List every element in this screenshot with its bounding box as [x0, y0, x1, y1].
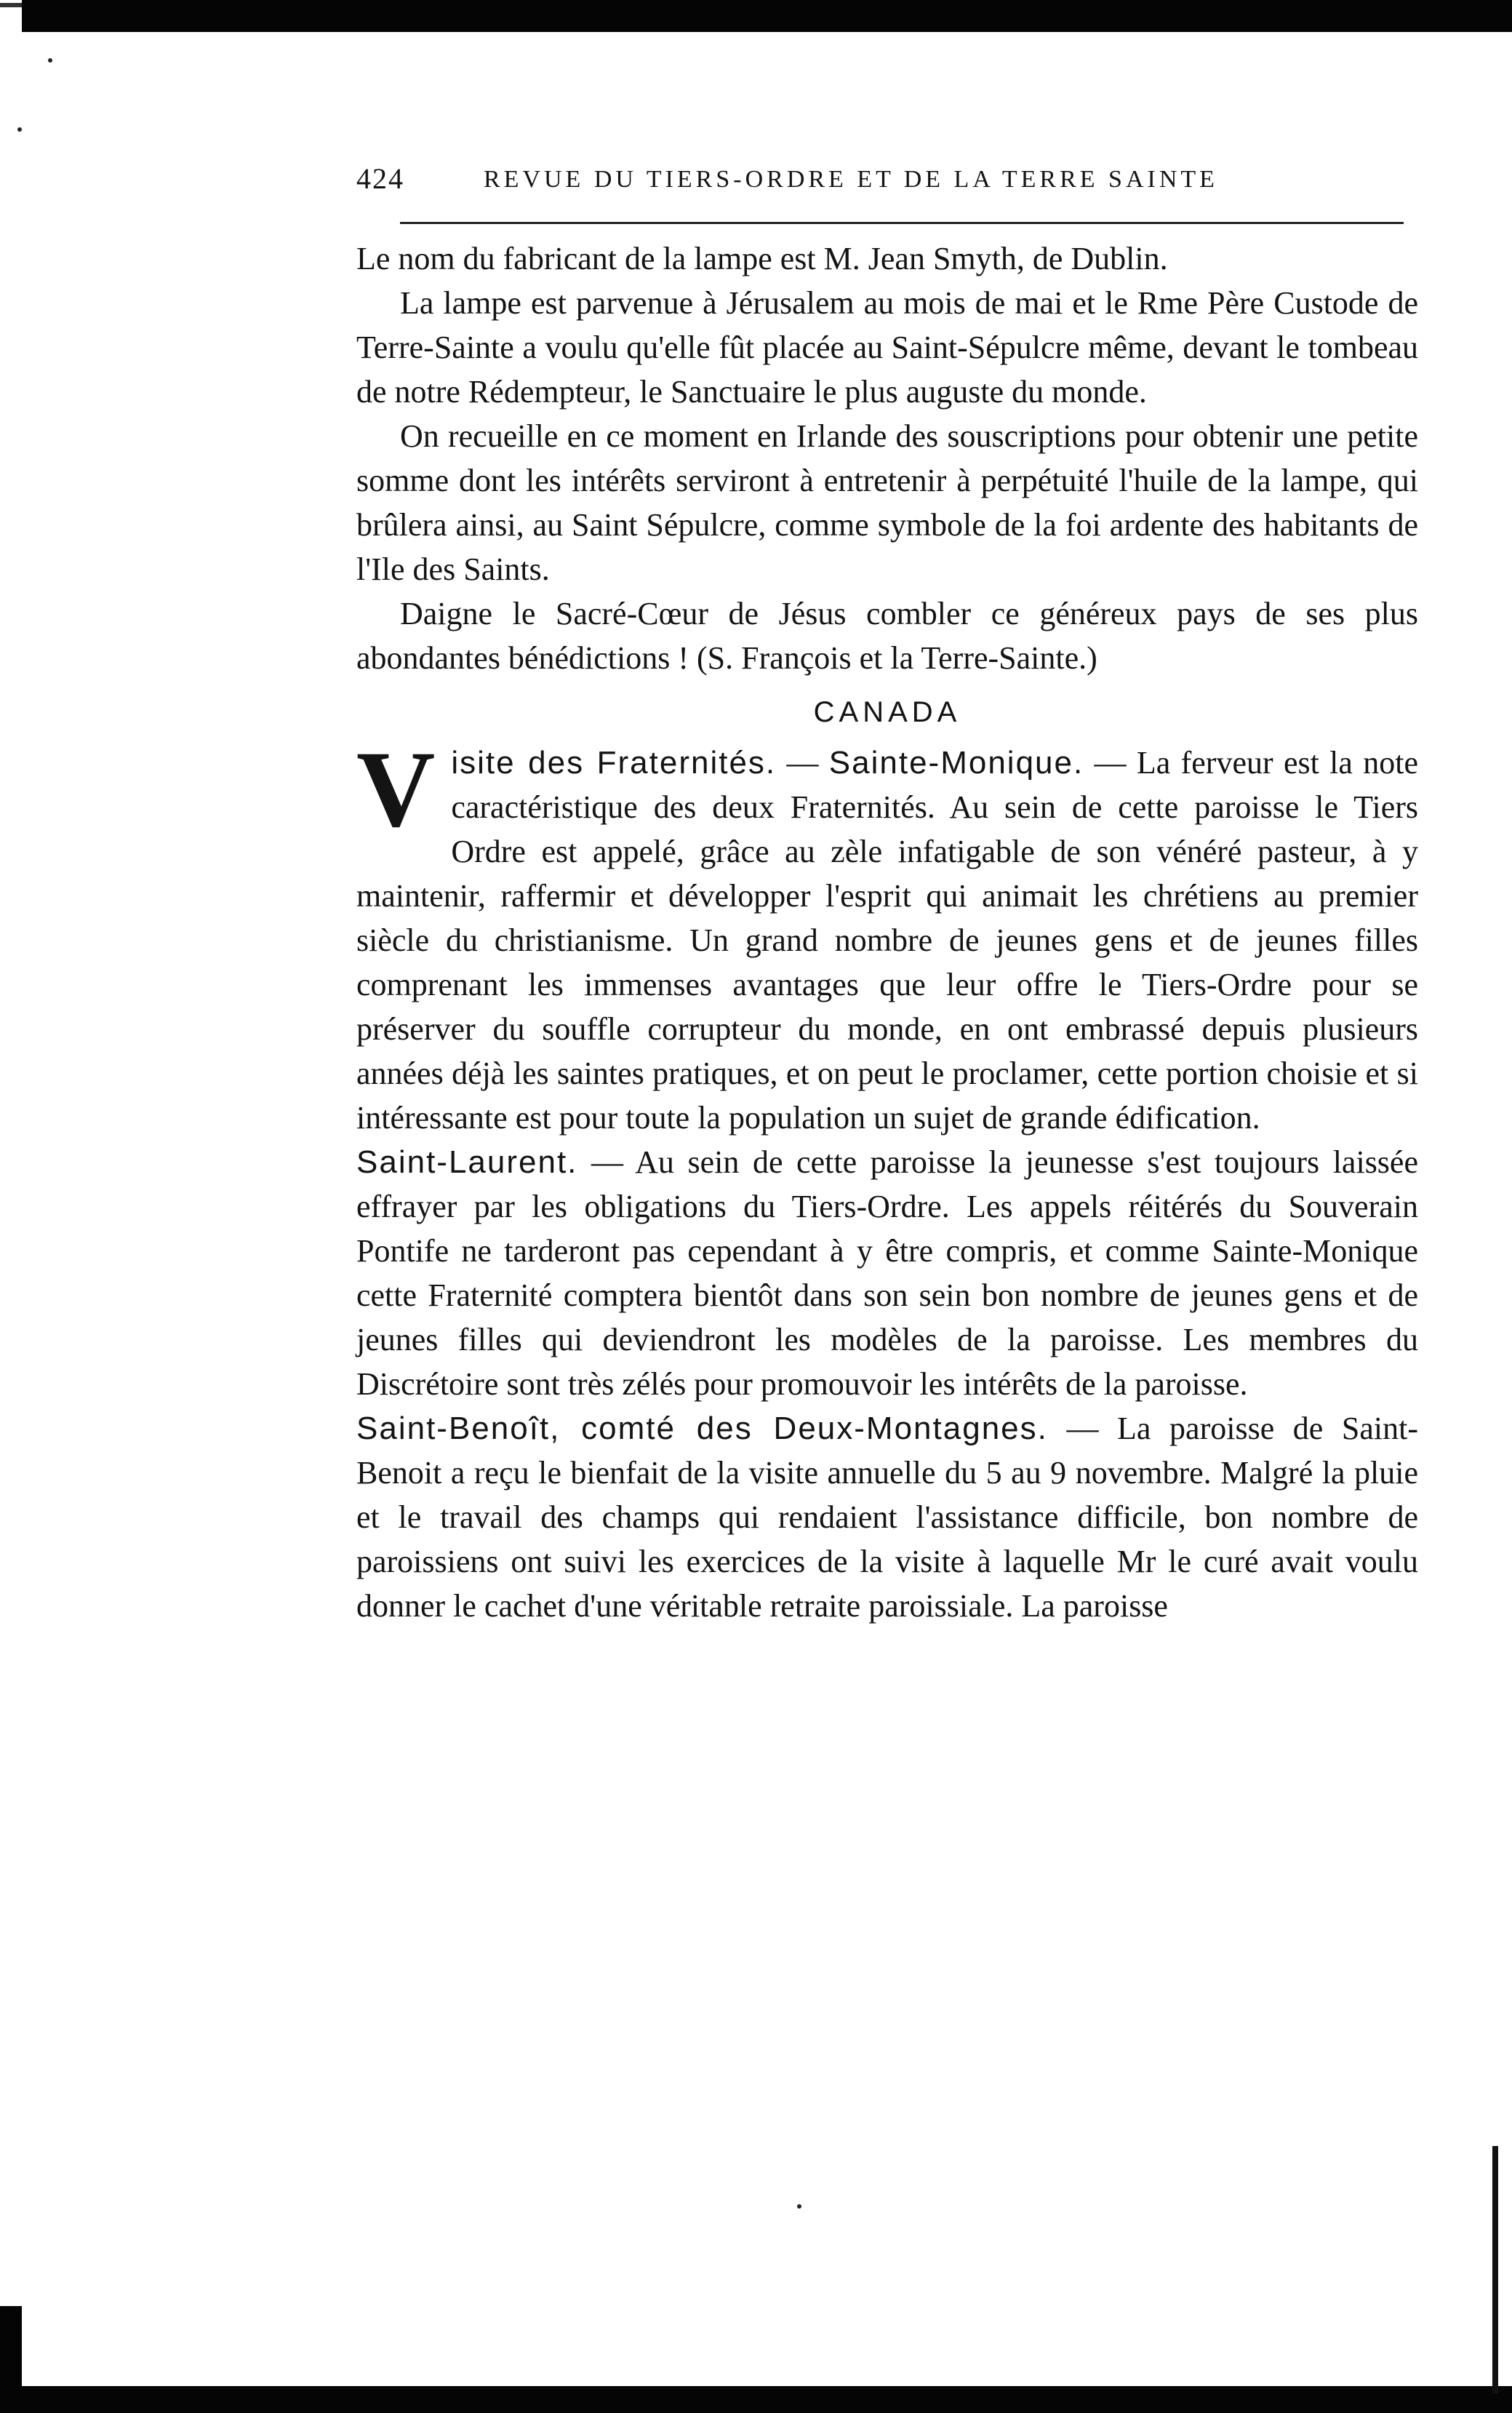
heading-saint-benoit: Saint-Benoît, comté des Deux-Montagnes. — [356, 1411, 1048, 1446]
paragraph-saint-benoit — [356, 1406, 1418, 1628]
text-saint-benoit: La paroisse de Saint-Benoit a reçu le bienfait de la visite annuelle du 5 au 9 novembre. Malgré la pluie et le travail des champs qui rendaient l'assistance difficile, bon nombre de paroissiens ont suivi les exercices de la visite à laquelle Mr le curé avait voulu donner le cachet d'une véritable retraite paroissiale. La paroisse — [356, 1411, 1419, 1624]
paragraph-visite — [356, 729, 1418, 1140]
paragraph-blessing: Daigne le Sacré-Cœur de Jésus combler ce généreux pays de ses plus abondantes bénédictions ! (S. François et la Terre-Sainte.) — [356, 596, 1418, 676]
paragraph-lamp-jerusalem: La lampe est parvenue à Jérusalem au mois de mai et le Rme Père Custode de Terre-Sainte a voulu qu'elle fût placée au Saint-Sépulcre même, devant le tombeau de notre Rédempteur, le Sanctuaire le plus auguste du monde. — [356, 285, 1418, 410]
scan-border-top — [22, 0, 1512, 32]
heading-saint-laurent: Saint-Laurent. — [356, 1144, 578, 1180]
text-saint-laurent: Au sein de cette paroisse la jeunesse s'est toujours laissée effrayer par les obligations du Tiers-Ordre. Les appels réitérés du Souverain Pontife ne tarderont pas cependant à y être compris, et comme Sainte-Monique cette Fraternité comptera bientôt dans son sein bon nombre de jeunes gens et de jeunes filles qui deviendront les modèles de la paroisse. Les membres du Discrétoire sont très zélés pour promouvoir les intérêts de la paroisse. — [356, 1144, 1418, 1402]
drop-cap: V — [356, 729, 436, 850]
header-rule — [400, 222, 1404, 224]
dash: — — [786, 745, 819, 781]
scan-border-top-left — [0, 3, 22, 7]
scan-speck — [17, 127, 22, 132]
page-header — [356, 145, 1418, 215]
heading-sainte-monique: Sainte-Monique. — [828, 745, 1084, 781]
dash: — — [591, 1144, 623, 1180]
paragraph-lamp-maker: Le nom du fabricant de la lampe est M. Jean Smyth, de Dublin. — [356, 241, 1168, 276]
document-page — [356, 145, 1419, 1624]
page-number: 424 — [356, 162, 404, 195]
heading-visite: isite des Fraternités. — [451, 745, 777, 781]
paragraph-saint-laurent — [356, 1140, 1418, 1406]
scan-speck — [797, 2204, 801, 2209]
dash: — — [1066, 1411, 1099, 1446]
text-sainte-monique: La ferveur est la note caractéristique des deux Fraternités. Au sein de cette paroisse le Tiers Ordre est appelé, grâce au zèle infatigable de son vénéré pasteur, à y maintenir, raffermir et développer l'esprit qui animait les chrétiens au premier siècle du christianisme. Un grand nombre de jeunes gens et de jeunes filles comprenant les immenses avantages que leur offre le Tiers-Ordre pour se préserver du souffle corrupteur du monde, en ont embrassé depuis plusieurs années déjà les saintes pratiques, et on peut le proclamer, cette portion choisie et si intéressante est pour toute la population un sujet de grande édification. — [356, 745, 1418, 1136]
paragraph-subscriptions: On recueille en ce moment en Irlande des souscriptions pour obtenir une petite somme dont les intérêts serviront à entretenir à perpétuité l'huile de la lampe, qui brûlera ainsi, au Saint Sépulcre, comme symbole de la foi ardente des habitants de l'Ile des Saints. — [356, 418, 1418, 587]
scan-border-bottom — [0, 2386, 1512, 2413]
body-text — [356, 236, 1418, 1628]
dash: — — [1094, 745, 1127, 781]
running-title: REVUE DU TIERS-ORDRE ET DE LA TERRE SAINTE — [484, 166, 1218, 193]
section-title-canada: CANADA — [813, 696, 961, 728]
scan-border-right — [1492, 2146, 1498, 2393]
scan-speck — [48, 58, 52, 63]
